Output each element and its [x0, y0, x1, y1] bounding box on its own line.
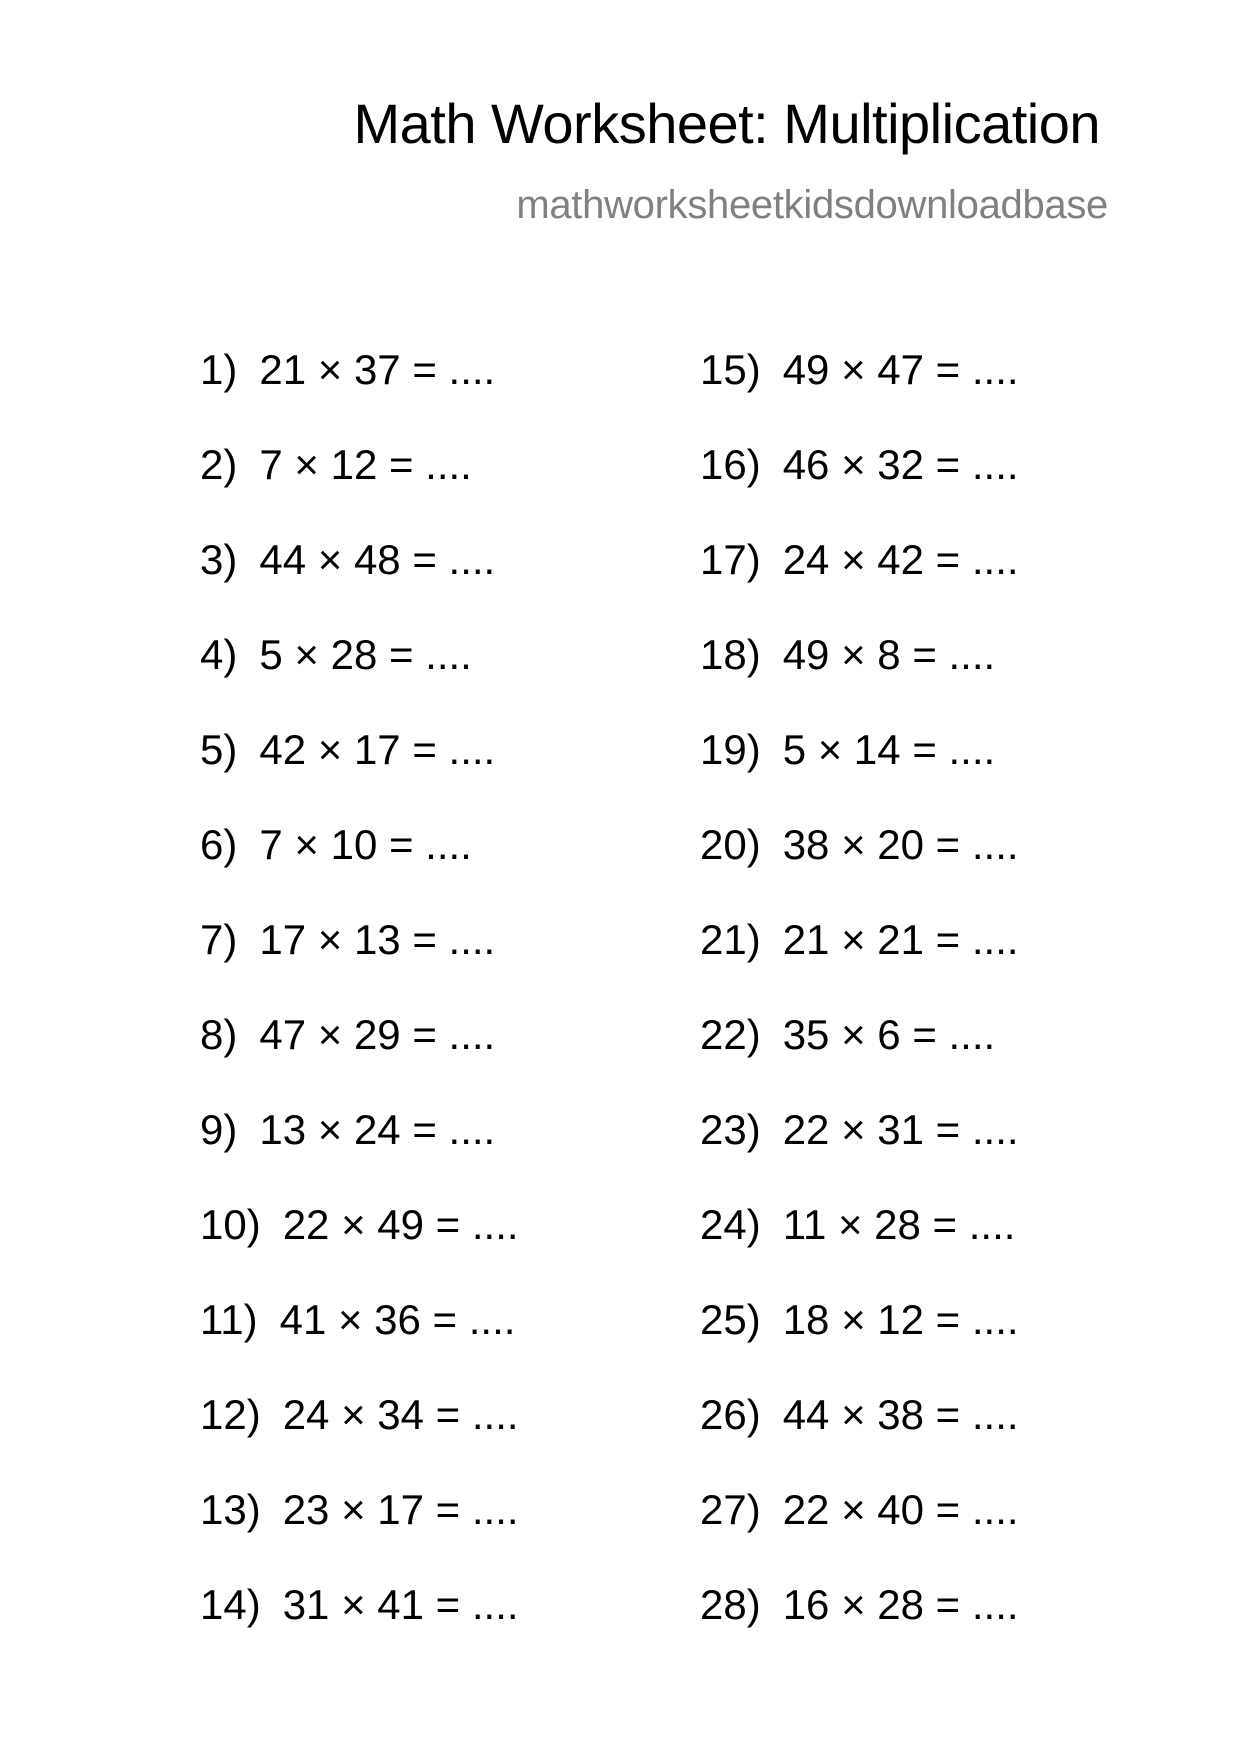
problem-item	[700, 1200, 1019, 1295]
problem-expression: 13 × 24 = ....	[259, 1106, 496, 1153]
problem-number: 10)	[200, 1201, 261, 1248]
problem-number: 7)	[200, 916, 238, 963]
problem-expression: 44 × 38 = ....	[782, 1391, 1019, 1438]
problem-number: 14)	[200, 1581, 261, 1628]
problem-item	[200, 725, 519, 820]
problem-expression: 5 × 14 = ....	[782, 726, 996, 773]
worksheet-title: Math Worksheet: Multiplication	[353, 92, 1100, 155]
problem-number: 6)	[200, 821, 238, 868]
problem-item	[700, 1485, 1019, 1580]
problem-expression: 31 × 41 = ....	[282, 1581, 519, 1628]
problem-number: 3)	[200, 536, 238, 583]
problem-number: 15)	[700, 346, 761, 393]
problem-number: 2)	[200, 441, 238, 488]
problem-number: 25)	[700, 1296, 761, 1343]
problem-item	[700, 1390, 1019, 1485]
problem-expression: 21 × 21 = ....	[782, 916, 1019, 963]
problem-expression: 24 × 34 = ....	[282, 1391, 519, 1438]
problem-expression: 49 × 47 = ....	[782, 346, 1019, 393]
problem-number: 22)	[700, 1011, 761, 1058]
problem-number: 13)	[200, 1486, 261, 1533]
worksheet-source: mathworksheetkidsdownloadbase	[516, 183, 1108, 227]
problem-item	[700, 820, 1019, 915]
problem-number: 1)	[200, 346, 238, 393]
problem-expression: 11 × 28 = ....	[782, 1201, 1016, 1248]
problem-number: 18)	[700, 631, 761, 678]
problem-item	[700, 1580, 1019, 1675]
problem-item	[200, 915, 519, 1010]
problem-expression: 46 × 32 = ....	[782, 441, 1019, 488]
problem-number: 27)	[700, 1486, 761, 1533]
problem-expression: 42 × 17 = ....	[259, 726, 496, 773]
problem-item	[700, 630, 1019, 725]
problem-number: 9)	[200, 1106, 238, 1153]
problem-expression: 44 × 48 = ....	[259, 536, 496, 583]
problem-expression: 7 × 12 = ....	[259, 441, 472, 488]
problem-expression: 47 × 29 = ....	[259, 1011, 496, 1058]
problem-number: 19)	[700, 726, 761, 773]
problem-item	[200, 440, 519, 535]
problem-item	[200, 535, 519, 630]
problem-item	[700, 1295, 1019, 1390]
problem-item	[200, 1485, 519, 1580]
problem-expression: 35 × 6 = ....	[782, 1011, 996, 1058]
problem-item	[200, 1580, 519, 1675]
problem-expression: 24 × 42 = ....	[782, 536, 1019, 583]
problem-number: 28)	[700, 1581, 761, 1628]
problem-number: 23)	[700, 1106, 761, 1153]
problem-number: 5)	[200, 726, 238, 773]
problem-expression: 5 × 28 = ....	[259, 631, 472, 678]
problem-number: 4)	[200, 631, 238, 678]
problem-number: 11)	[200, 1296, 258, 1343]
problem-item	[700, 915, 1019, 1010]
problem-number: 26)	[700, 1391, 761, 1438]
problem-number: 17)	[700, 536, 761, 583]
problem-expression: 17 × 13 = ....	[259, 916, 496, 963]
problem-expression: 7 × 10 = ....	[259, 821, 472, 868]
problem-item	[200, 1295, 519, 1390]
problem-expression: 38 × 20 = ....	[782, 821, 1019, 868]
problem-item	[200, 1390, 519, 1485]
problem-item	[200, 820, 519, 915]
problem-number: 24)	[700, 1201, 761, 1248]
problem-number: 16)	[700, 441, 761, 488]
problem-item	[700, 345, 1019, 440]
problem-number: 12)	[200, 1391, 261, 1438]
problem-expression: 23 × 17 = ....	[282, 1486, 519, 1533]
problem-item	[700, 725, 1019, 820]
problems-column-left	[200, 345, 519, 1675]
problem-item	[200, 345, 519, 440]
problem-number: 21)	[700, 916, 761, 963]
problem-number: 20)	[700, 821, 761, 868]
problem-expression: 16 × 28 = ....	[782, 1581, 1019, 1628]
problem-expression: 21 × 37 = ....	[259, 346, 496, 393]
problems-column-right	[700, 345, 1019, 1675]
problem-item	[700, 1010, 1019, 1105]
problem-number: 8)	[200, 1011, 238, 1058]
problem-item	[200, 1010, 519, 1105]
problem-item	[700, 535, 1019, 630]
problem-item	[700, 1105, 1019, 1200]
problem-item	[200, 1105, 519, 1200]
problem-expression: 49 × 8 = ....	[782, 631, 996, 678]
problem-item	[200, 630, 519, 725]
problem-expression: 41 × 36 = ....	[279, 1296, 516, 1343]
problem-item	[700, 440, 1019, 535]
problem-expression: 22 × 49 = ....	[282, 1201, 519, 1248]
problem-expression: 22 × 40 = ....	[782, 1486, 1019, 1533]
problem-item	[200, 1200, 519, 1295]
problem-expression: 18 × 12 = ....	[782, 1296, 1019, 1343]
problem-expression: 22 × 31 = ....	[782, 1106, 1019, 1153]
